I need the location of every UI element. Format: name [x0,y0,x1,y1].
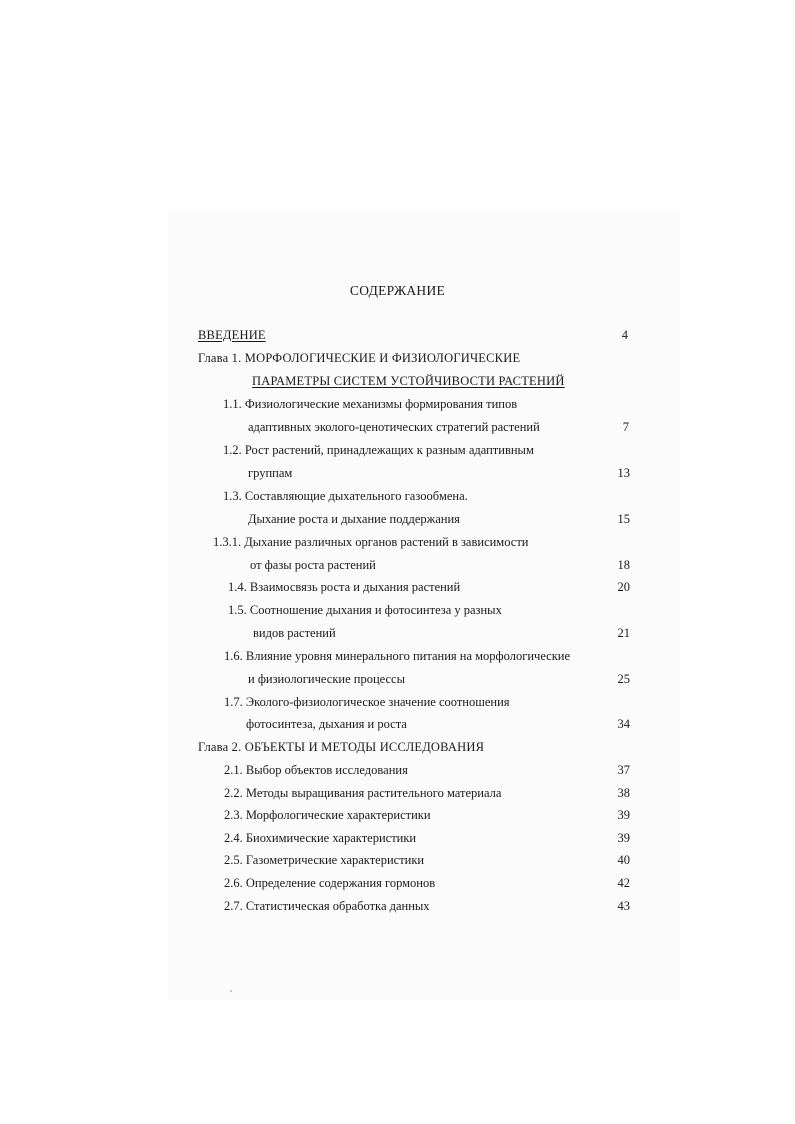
toc-page-2-3: 39 [617,808,630,822]
toc-page-1-3: 15 [617,512,630,526]
toc-section-2-3: 2.3. Морфологические характеристики [224,808,431,822]
toc-section-1-2: 1.2. Рост растений, принадлежащих к разным адаптивным [223,443,534,457]
toc-page-1-5: 21 [617,626,630,640]
toc-chapter-1-title: Глава 1. МОРФОЛОГИЧЕСКИЕ И ФИЗИОЛОГИЧЕСКИЕ [198,351,521,365]
toc-section-2-6: 2.6. Определение содержания гормонов [224,876,436,890]
toc-page-1-7: 34 [617,717,630,731]
toc-page-1-3-1: 18 [617,558,630,572]
toc-entry-introduction: ВВЕДЕНИЕ [198,328,266,342]
toc-section-2-1: 2.1. Выбор объектов исследования [224,763,408,777]
toc-page-1-1: 7 [622,420,629,434]
toc-section-1-3: 1.3. Составляющие дыхательного газообмена. [223,489,468,503]
toc-section-2-5: 2.5. Газометрические характеристики [224,853,425,867]
toc-section-1-6-continued: и физиологические процессы [248,672,405,686]
toc-page-introduction: 4 [621,328,628,342]
toc-section-1-5: 1.5. Соотношение дыхания и фотосинтеза у разных [228,603,502,617]
toc-section-1-1: 1.1. Физиологические механизмы формирования типов [223,397,518,411]
toc-page-1-4: 20 [617,580,630,594]
scan-speck [230,990,232,992]
toc-section-1-2-continued: группам [248,466,293,480]
toc-section-1-3-1: 1.3.1. Дыхание различных органов растений в зависимости [213,535,529,549]
toc-section-2-2: 2.2. Методы выращивания растительного материала [224,786,502,800]
toc-section-1-3-1-continued: от фазы роста растений [250,558,376,572]
toc-page-2-6: 42 [617,876,630,890]
toc-section-1-7-continued: фотосинтеза, дыхания и роста [246,717,407,731]
toc-page-2-5: 40 [617,853,630,867]
toc-page-2-1: 37 [617,763,630,777]
toc-page-1-2: 13 [617,466,630,480]
toc-section-2-4: 2.4. Биохимические характеристики [224,831,417,845]
toc-section-1-1-continued: адаптивных эколого-ценотических стратегий растений [248,420,540,434]
toc-section-1-6: 1.6. Влияние уровня минерального питания на морфологические [224,649,571,663]
toc-page-2-4: 39 [617,831,630,845]
toc-section-1-4: 1.4. Взаимосвязь роста и дыхания растений [228,580,461,594]
toc-page-1-6: 25 [617,672,630,686]
toc-chapter-1-title-continued: ПАРАМЕТРЫ СИСТЕМ УСТОЙЧИВОСТИ РАСТЕНИЙ [252,374,565,388]
toc-section-1-3-continued: Дыхание роста и дыхание поддержания [248,512,460,526]
toc-section-1-7: 1.7. Эколого-физиологическое значение соотношения [224,695,510,709]
toc-page-2-7: 43 [617,899,630,913]
toc-chapter-2-title: Глава 2. ОБЪЕКТЫ И МЕТОДЫ ИССЛЕДОВАНИЯ [198,740,485,754]
toc-section-2-7: 2.7. Статистическая обработка данных [224,899,430,913]
toc-section-1-5-continued: видов растений [253,626,336,640]
toc-title: СОДЕРЖАНИЕ [349,283,446,298]
toc-page-2-2: 38 [617,786,630,800]
